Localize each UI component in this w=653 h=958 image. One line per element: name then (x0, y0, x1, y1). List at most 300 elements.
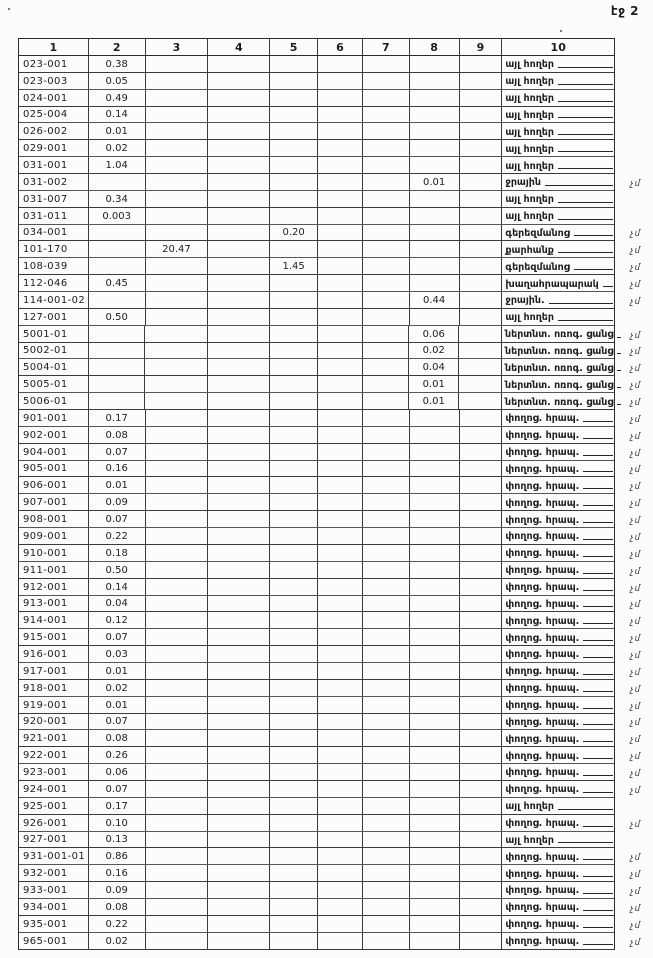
cell-area-value-col2: 0.03 (89, 646, 146, 662)
cell-area-value-col2: 0.17 (89, 410, 146, 426)
cell-area-value-col2: 0.49 (89, 90, 146, 106)
cell-area-value-col2: 0.50 (89, 309, 146, 325)
cell-area-value-col5 (270, 612, 318, 628)
cell-area-value-col2: 0.86 (89, 848, 146, 864)
cell-area-value-col4 (208, 427, 270, 443)
trailing-underline (603, 286, 613, 287)
trailing-underline (583, 775, 613, 776)
column-header-10: 10 (550, 40, 566, 54)
cell-area-value-col6 (318, 393, 363, 409)
cell-land-use-label (502, 815, 614, 831)
cell-area-value-col9 (460, 832, 503, 848)
table-row (19, 461, 641, 478)
cell-area-value-col6 (318, 832, 363, 848)
handwritten-margin-note: չմ (630, 398, 641, 409)
cell-area-value-col8 (410, 73, 460, 89)
trailing-underline (558, 168, 613, 169)
cell-land-use-label (502, 343, 614, 359)
cell-area-value-col3 (146, 309, 209, 325)
cell-area-value-col2: 0.22 (89, 916, 146, 932)
cell-area-value-col8 (410, 427, 460, 443)
land-use-label-text: փողոց. հրապ. (505, 480, 580, 492)
trailing-underline (545, 185, 613, 186)
cell-area-value-col8 (410, 798, 460, 814)
cell-area-value-col9 (460, 764, 503, 780)
land-use-label-text: փողոց. հրապ. (505, 430, 580, 442)
cell-area-value-col4 (208, 191, 270, 207)
cell-area-value-col9 (460, 562, 503, 578)
column-header-9: 9 (460, 39, 503, 55)
table-row (19, 899, 641, 916)
cell-area-value-col9 (460, 747, 503, 763)
cell-area-value-col7 (363, 477, 410, 493)
cell-area-value-col8: 0.01 (409, 376, 459, 392)
cell-area-value-col3 (146, 123, 209, 139)
handwritten-margin-note: չմ (630, 330, 641, 341)
cell-area-value-col8: 0.06 (409, 326, 459, 342)
table-row (19, 393, 641, 410)
cell-area-value-col9 (460, 107, 503, 123)
cell-area-value-col9 (460, 292, 503, 308)
cell-parcel-code: 920-001 (19, 714, 89, 730)
table-row (19, 191, 614, 208)
cell-area-value-col3 (146, 646, 209, 662)
cell-area-value-col8 (410, 140, 460, 156)
cell-area-value-col9 (460, 680, 503, 696)
handwritten-margin-note: չմ (630, 347, 641, 358)
cell-area-value-col3 (146, 511, 209, 527)
handwritten-margin-note: չմ (630, 246, 641, 257)
table-row (19, 157, 614, 174)
scan-artifact (560, 30, 562, 32)
land-use-label-text: փողոց. հրապ. (505, 902, 580, 914)
cell-area-value-col9 (460, 494, 503, 510)
cell-land-use-label (502, 326, 614, 342)
trailing-underline (558, 320, 613, 321)
land-use-label-text: փողոց. հրապ. (505, 885, 580, 897)
cell-area-value-col7 (363, 680, 410, 696)
table-row (19, 815, 641, 832)
cell-area-value-col3 (146, 714, 209, 730)
trailing-underline (549, 303, 613, 304)
cell-area-value-col3 (146, 208, 209, 224)
cell-land-use-label (502, 933, 614, 949)
column-header-8: 8 (410, 39, 460, 55)
cell-land-use-label (502, 528, 614, 544)
cell-area-value-col4 (208, 461, 270, 477)
cell-parcel-code: 5001-01 (19, 326, 89, 342)
cell-parcel-code: 919-001 (19, 697, 89, 713)
cell-area-value-col6 (318, 646, 363, 662)
trailing-underline (583, 623, 613, 624)
table-row (19, 511, 641, 528)
cell-area-value-col5 (270, 326, 318, 342)
column-header-5: 5 (270, 39, 318, 55)
cell-area-value-col2: 0.18 (89, 545, 146, 561)
cell-area-value-col9 (460, 410, 503, 426)
cell-area-value-col3 (146, 545, 209, 561)
table-row (19, 747, 641, 764)
table-row (19, 848, 641, 865)
handwritten-margin-note: չմ (630, 263, 641, 274)
cell-area-value-col6 (318, 848, 363, 864)
trailing-underline (583, 606, 613, 607)
cell-land-use-label (502, 225, 614, 241)
land-use-label-text: ներտնտ. ոռոգ. ցանց (505, 379, 614, 391)
trailing-underline (558, 252, 613, 253)
cell-area-value-col9 (460, 174, 503, 190)
land-use-label-text: փողոց. հրապ. (505, 649, 580, 661)
cell-area-value-col7 (363, 798, 410, 814)
cell-area-value-col7 (363, 697, 410, 713)
cell-area-value-col6 (318, 596, 363, 612)
cell-area-value-col6 (318, 56, 363, 72)
cell-area-value-col4 (208, 309, 270, 325)
cell-area-value-col2: 0.09 (89, 494, 146, 510)
handwritten-margin-note: չմ (630, 381, 641, 392)
land-use-label-text: փողոց. հրապ. (505, 413, 580, 425)
cell-land-use-label (502, 107, 614, 123)
trailing-underline (583, 590, 613, 591)
table-row (19, 309, 614, 326)
cell-area-value-col5 (270, 882, 318, 898)
trailing-underline (617, 387, 621, 388)
cell-area-value-col4 (208, 208, 270, 224)
cell-land-use-label (502, 56, 614, 72)
cell-area-value-col2: 0.06 (89, 764, 146, 780)
cell-area-value-col4 (208, 596, 270, 612)
cell-area-value-col9 (460, 241, 503, 257)
column-header-7: 7 (363, 39, 410, 55)
cell-area-value-col8 (410, 899, 460, 915)
cell-area-value-col7 (363, 393, 410, 409)
land-use-label-text: փողոց. հրապ. (505, 447, 580, 459)
cell-area-value-col2: 0.26 (89, 747, 146, 763)
cell-area-value-col2: 0.02 (89, 140, 146, 156)
cell-area-value-col3 (146, 140, 209, 156)
land-use-label-text: այլ հողեր (505, 76, 554, 88)
cell-area-value-col9 (460, 427, 503, 443)
cell-parcel-code: 923-001 (19, 764, 89, 780)
cell-area-value-col4 (208, 663, 270, 679)
cell-area-value-col3 (146, 410, 209, 426)
trailing-underline (583, 573, 613, 574)
handwritten-margin-note: չմ (630, 684, 641, 695)
cell-area-value-col3 (146, 90, 209, 106)
cell-area-value-col7 (363, 444, 410, 460)
cell-area-value-col3 (146, 258, 209, 274)
cell-area-value-col6 (318, 292, 363, 308)
table-row (19, 629, 641, 646)
cell-area-value-col6 (318, 714, 363, 730)
trailing-underline (583, 859, 613, 860)
cell-parcel-code: 901-001 (19, 410, 89, 426)
cell-area-value-col7 (363, 494, 410, 510)
cell-area-value-col4 (208, 123, 270, 139)
cell-area-value-col9 (460, 444, 503, 460)
cell-area-value-col4 (208, 393, 270, 409)
cell-area-value-col9 (459, 359, 502, 375)
cell-area-value-col8 (410, 123, 460, 139)
land-parcel-table (18, 38, 641, 950)
cell-area-value-col3 (146, 629, 209, 645)
cell-land-use-label (502, 258, 614, 274)
cell-area-value-col4 (208, 107, 270, 123)
cell-area-value-col3 (146, 427, 209, 443)
cell-area-value-col7 (363, 292, 410, 308)
cell-area-value-col2: 0.14 (89, 107, 146, 123)
cell-area-value-col7 (363, 359, 410, 375)
cell-land-use-label (502, 646, 614, 662)
cell-parcel-code: 031-002 (19, 174, 89, 190)
cell-area-value-col2: 0.01 (89, 697, 146, 713)
land-use-label-text: այլ հողեր (505, 93, 554, 105)
cell-area-value-col8 (410, 258, 460, 274)
cell-area-value-col8: 0.02 (409, 343, 459, 359)
cell-land-use-label (502, 275, 614, 291)
cell-area-value-col3 (146, 832, 209, 848)
cell-area-value-col7 (363, 343, 410, 359)
cell-area-value-col8: 0.04 (409, 359, 459, 375)
cell-area-value-col6 (318, 90, 363, 106)
cell-area-value-col8 (410, 933, 460, 949)
trailing-underline (574, 269, 613, 270)
handwritten-margin-note: չմ (630, 752, 641, 763)
cell-area-value-col8 (410, 730, 460, 746)
cell-land-use-label (502, 511, 614, 527)
handwritten-margin-note: չմ (630, 617, 641, 628)
land-use-label-text: փողոց. հրապ. (505, 936, 580, 948)
trailing-underline (558, 117, 613, 118)
trailing-underline (574, 235, 613, 236)
cell-area-value-col7 (363, 730, 410, 746)
cell-parcel-code: 965-001 (19, 933, 89, 949)
cell-area-value-col4 (208, 275, 270, 291)
cell-land-use-label (502, 140, 614, 156)
cell-area-value-col7 (363, 764, 410, 780)
cell-area-value-col5 (270, 714, 318, 730)
cell-area-value-col4 (208, 680, 270, 696)
land-use-label-text: փողոց. հրապ. (505, 784, 580, 796)
cell-area-value-col5 (270, 916, 318, 932)
cell-land-use-label (502, 764, 614, 780)
cell-parcel-code: 913-001 (19, 596, 89, 612)
table-row (19, 140, 614, 157)
cell-parcel-code: 924-001 (19, 781, 89, 797)
cell-area-value-col9 (460, 882, 503, 898)
land-use-label-text: փողոց. հրապ. (505, 666, 580, 678)
cell-area-value-col4 (208, 714, 270, 730)
handwritten-margin-note: չմ (630, 903, 641, 914)
table-row (19, 882, 641, 899)
handwritten-margin-note: չմ (630, 650, 641, 661)
trailing-underline (583, 876, 613, 877)
cell-area-value-col6 (318, 427, 363, 443)
cell-area-value-col9 (460, 275, 503, 291)
land-use-label-text: փողոց. հրապ. (505, 514, 580, 526)
cell-parcel-code: 925-001 (19, 798, 89, 814)
cell-area-value-col5 (270, 815, 318, 831)
land-use-label-text: փողոց. հրապ. (505, 598, 580, 610)
cell-area-value-col4 (208, 865, 270, 881)
cell-area-value-col5 (270, 781, 318, 797)
cell-area-value-col4 (208, 326, 270, 342)
trailing-underline (583, 455, 613, 456)
cell-area-value-col2: 0.16 (89, 865, 146, 881)
cell-area-value-col9 (460, 461, 503, 477)
land-use-label-text: քարհանք (505, 244, 554, 256)
cell-parcel-code: 915-001 (19, 629, 89, 645)
cell-land-use-label (502, 174, 614, 190)
cell-area-value-col5 (270, 73, 318, 89)
table-row (19, 680, 641, 697)
cell-area-value-col8 (410, 579, 460, 595)
cell-area-value-col7 (363, 646, 410, 662)
trailing-underline (617, 370, 621, 371)
cell-area-value-col4 (208, 477, 270, 493)
cell-parcel-code: 926-001 (19, 815, 89, 831)
cell-area-value-col7 (363, 562, 410, 578)
cell-area-value-col2 (89, 241, 146, 257)
cell-area-value-col2: 0.10 (89, 815, 146, 831)
land-use-label-text: ջրային (505, 177, 541, 189)
cell-area-value-col2: 0.02 (89, 933, 146, 949)
cell-parcel-code: 5004-01 (19, 359, 89, 375)
cell-area-value-col7 (363, 865, 410, 881)
land-use-label-text: այլ հողեր (505, 109, 554, 121)
cell-area-value-col2: 0.07 (89, 629, 146, 645)
table-row (19, 444, 641, 461)
cell-area-value-col7 (363, 427, 410, 443)
cell-area-value-col3 (146, 579, 209, 595)
cell-land-use-label (502, 612, 614, 628)
cell-parcel-code: 914-001 (19, 612, 89, 628)
cell-land-use-label (502, 477, 614, 493)
cell-area-value-col3 (146, 933, 209, 949)
cell-area-value-col4 (208, 528, 270, 544)
cell-land-use-label (502, 848, 614, 864)
cell-area-value-col8 (410, 477, 460, 493)
cell-area-value-col4 (208, 764, 270, 780)
cell-area-value-col3 (146, 848, 209, 864)
table-row (19, 865, 641, 882)
cell-area-value-col7 (363, 410, 410, 426)
cell-area-value-col2: 0.13 (89, 832, 146, 848)
table-header-row (19, 38, 614, 56)
cell-area-value-col5 (270, 174, 318, 190)
cell-area-value-col3 (146, 562, 209, 578)
table-row (19, 359, 641, 376)
handwritten-margin-note: չմ (630, 229, 641, 240)
cell-area-value-col3 (146, 899, 209, 915)
cell-area-value-col3 (146, 697, 209, 713)
cell-area-value-col4 (208, 494, 270, 510)
cell-area-value-col8 (410, 882, 460, 898)
table-row (19, 56, 614, 73)
cell-area-value-col4 (208, 511, 270, 527)
cell-area-value-col3 (146, 612, 209, 628)
cell-area-value-col5 (270, 545, 318, 561)
cell-area-value-col9 (460, 579, 503, 595)
cell-area-value-col5 (270, 376, 318, 392)
cell-area-value-col7 (363, 815, 410, 831)
column-header-6: 6 (318, 39, 363, 55)
cell-area-value-col8 (410, 832, 460, 848)
cell-area-value-col5 (270, 107, 318, 123)
table-row (19, 275, 641, 292)
cell-area-value-col4 (208, 832, 270, 848)
table-row (19, 376, 641, 393)
cell-area-value-col4 (208, 882, 270, 898)
land-use-label-text: փողոց. հրապ. (505, 463, 580, 475)
handwritten-margin-note: չմ (630, 600, 641, 611)
cell-area-value-col9 (460, 848, 503, 864)
cell-area-value-col4 (208, 612, 270, 628)
cell-area-value-col5 (270, 275, 318, 291)
trailing-underline (583, 471, 613, 472)
cell-area-value-col5 (270, 208, 318, 224)
handwritten-margin-note: չմ (630, 465, 641, 476)
cell-area-value-col8 (410, 562, 460, 578)
cell-area-value-col6 (318, 157, 363, 173)
cell-area-value-col7 (363, 140, 410, 156)
cell-land-use-label (502, 832, 614, 848)
cell-area-value-col2: 0.34 (89, 191, 146, 207)
cell-area-value-col3 (146, 596, 209, 612)
cell-area-value-col3 (146, 798, 209, 814)
cell-area-value-col6 (318, 73, 363, 89)
handwritten-margin-note: չմ (630, 566, 641, 577)
cell-parcel-code: 908-001 (19, 511, 89, 527)
cell-parcel-code: 916-001 (19, 646, 89, 662)
cell-parcel-code: 023-001 (19, 56, 89, 72)
land-use-label-text: գերեզմանոց (505, 261, 570, 273)
cell-area-value-col3 (146, 781, 209, 797)
cell-area-value-col2: 0.01 (89, 663, 146, 679)
cell-area-value-col3 (146, 815, 209, 831)
cell-area-value-col5 (270, 646, 318, 662)
cell-area-value-col2: 0.45 (89, 275, 146, 291)
cell-land-use-label (502, 730, 614, 746)
land-use-label-text: փողոց. հրապ. (505, 818, 580, 830)
handwritten-margin-note: չմ (630, 785, 641, 796)
trailing-underline (583, 421, 613, 422)
cell-area-value-col4 (208, 376, 270, 392)
land-use-label-text: փողոց. հրապ. (505, 919, 580, 931)
cell-area-value-col8 (410, 90, 460, 106)
cell-area-value-col7 (363, 899, 410, 915)
cell-area-value-col7 (363, 528, 410, 544)
land-use-label-text: փողոց. հրապ. (505, 531, 580, 543)
cell-area-value-col8 (410, 309, 460, 325)
cell-area-value-col9 (460, 781, 503, 797)
cell-area-value-col8 (410, 714, 460, 730)
trailing-underline (583, 505, 613, 506)
trailing-underline (583, 674, 613, 675)
cell-area-value-col3 (146, 477, 209, 493)
cell-area-value-col9 (460, 730, 503, 746)
handwritten-margin-note: չմ (630, 280, 641, 291)
table-row (19, 90, 614, 107)
cell-area-value-col2: 0.09 (89, 882, 146, 898)
table-row (19, 208, 614, 225)
cell-area-value-col2 (89, 225, 146, 241)
cell-parcel-code: 031-011 (19, 208, 89, 224)
trailing-underline (617, 337, 621, 338)
cell-area-value-col7 (363, 461, 410, 477)
cell-area-value-col5 (270, 410, 318, 426)
cell-area-value-col5 (270, 511, 318, 527)
